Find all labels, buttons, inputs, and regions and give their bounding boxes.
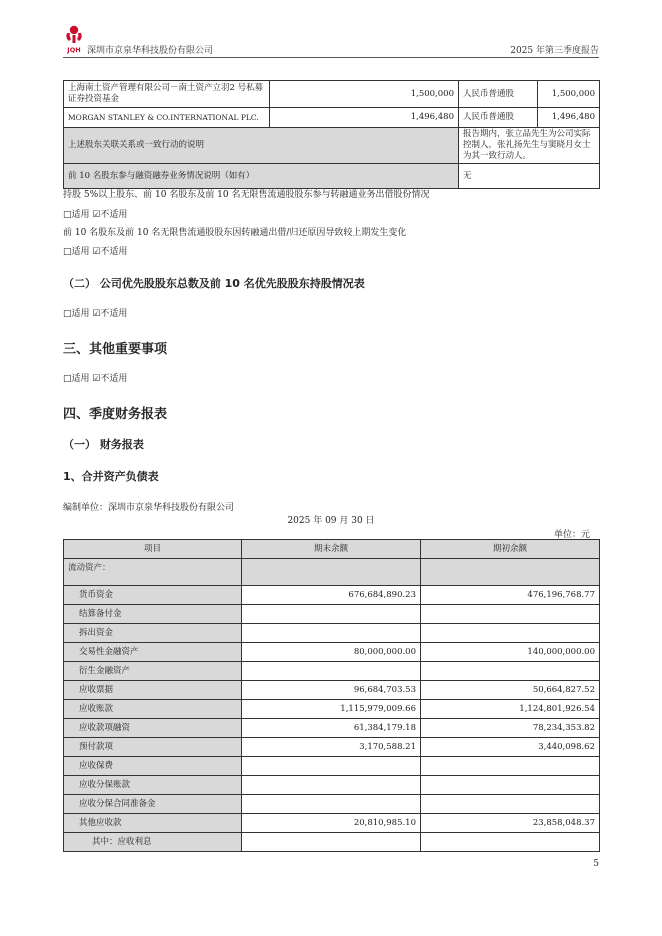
page-header bbox=[63, 24, 599, 58]
row-begin-balance: 3,440,098.62 bbox=[421, 738, 600, 757]
holder-name: MORGAN STANLEY & CO.INTERNATIONAL PLC. bbox=[64, 108, 270, 128]
row-begin-balance bbox=[421, 624, 600, 643]
row-begin-balance: 476,196,768.77 bbox=[421, 586, 600, 605]
row-item: 应收票据 bbox=[64, 681, 242, 700]
report-title: 2025 年第三季度报告 bbox=[510, 46, 599, 56]
table-row bbox=[64, 776, 600, 795]
row-item: 衍生金融资产 bbox=[64, 662, 242, 681]
lending-note: 持股 5%以上股东、前 10 名股东及前 10 名无限售流通股股东参与转融通业务出借股份情况 bbox=[63, 190, 430, 200]
row-end-balance: 61,384,179.18 bbox=[242, 719, 421, 738]
row-item: 交易性金融资产 bbox=[64, 643, 242, 662]
other-section-title: 三、其他重要事项 bbox=[63, 342, 168, 357]
statement-date: 2025 年 09 月 30 日 bbox=[287, 516, 375, 526]
row-end-balance: 20,810,985.10 bbox=[242, 814, 421, 833]
share-type: 人民币普通股 bbox=[459, 81, 538, 108]
row-item: 其他应收款 bbox=[64, 814, 242, 833]
share-count: 1,500,000 bbox=[538, 81, 600, 108]
row-item: 应收账款 bbox=[64, 700, 242, 719]
header-end: 期末余额 bbox=[242, 540, 421, 559]
row-end-balance bbox=[242, 757, 421, 776]
row-begin-balance bbox=[421, 757, 600, 776]
margin-label: 前 10 名股东参与融资融券业务情况说明（如有） bbox=[64, 164, 459, 189]
table-row bbox=[64, 108, 600, 128]
lending-check: □适用 ☑不适用 bbox=[63, 210, 128, 220]
table-row bbox=[64, 738, 600, 757]
share-type: 人民币普通股 bbox=[459, 108, 538, 128]
holder-name: 上海南土资产管理有限公司－南土资产立羽2 号私募证券投资基金 bbox=[64, 81, 270, 108]
row-item: 预付款项 bbox=[64, 738, 242, 757]
logo-text: JQH bbox=[67, 46, 81, 54]
balance-sheet-title: 1、合并资产负债表 bbox=[63, 470, 159, 483]
table-row bbox=[64, 164, 600, 189]
row-end-balance: 80,000,000.00 bbox=[242, 643, 421, 662]
preferred-section-title: （二） 公司优先股股东总数及前 10 名优先股股东持股情况表 bbox=[63, 277, 365, 290]
row-end-balance bbox=[242, 662, 421, 681]
row-begin-balance: 23,858,048.37 bbox=[421, 814, 600, 833]
table-row bbox=[64, 662, 600, 681]
row-item: 应收分保账款 bbox=[64, 776, 242, 795]
table-row bbox=[64, 795, 600, 814]
row-end-balance bbox=[242, 795, 421, 814]
row-begin-balance bbox=[421, 833, 600, 852]
table-row bbox=[64, 833, 600, 852]
financial-section-title: 四、季度财务报表 bbox=[63, 407, 168, 422]
row-begin-balance: 140,000,000.00 bbox=[421, 643, 600, 662]
row-item: 其中：应收利息 bbox=[64, 833, 242, 852]
change-check: □适用 ☑不适用 bbox=[63, 247, 128, 257]
row-begin-balance bbox=[421, 662, 600, 681]
row-begin-balance: 1,124,801,926.54 bbox=[421, 700, 600, 719]
table-row bbox=[64, 81, 600, 108]
holder-shares: 1,496,480 bbox=[270, 108, 459, 128]
table-row bbox=[64, 681, 600, 700]
header-item: 项目 bbox=[64, 540, 242, 559]
row-end-balance bbox=[242, 605, 421, 624]
row-end-balance bbox=[242, 559, 421, 586]
share-count: 1,496,480 bbox=[538, 108, 600, 128]
change-note: 前 10 名股东及前 10 名无限售流通股股东因转融通出借/归还原因导致较上期发生变化 bbox=[63, 228, 407, 238]
balance-sheet-table bbox=[63, 539, 600, 852]
row-item: 货币资金 bbox=[64, 586, 242, 605]
row-end-balance bbox=[242, 833, 421, 852]
row-end-balance bbox=[242, 776, 421, 795]
row-item: 应收保费 bbox=[64, 757, 242, 776]
table-row bbox=[64, 757, 600, 776]
row-begin-balance: 78,234,353.82 bbox=[421, 719, 600, 738]
margin-value: 无 bbox=[459, 164, 600, 189]
table-row bbox=[64, 128, 600, 164]
holder-shares: 1,500,000 bbox=[270, 81, 459, 108]
relation-label: 上述股东关联关系或一致行动的说明 bbox=[64, 128, 459, 164]
row-end-balance: 3,170,588.21 bbox=[242, 738, 421, 757]
company-logo bbox=[63, 24, 85, 54]
row-end-balance: 96,684,703.53 bbox=[242, 681, 421, 700]
row-item: 结算备付金 bbox=[64, 605, 242, 624]
row-begin-balance: 50,664,827.52 bbox=[421, 681, 600, 700]
top-holders-table bbox=[63, 80, 600, 189]
row-item: 流动资产： bbox=[64, 559, 242, 586]
row-end-balance: 676,684,890.23 bbox=[242, 586, 421, 605]
page-number: 5 bbox=[593, 859, 599, 869]
row-begin-balance bbox=[421, 795, 600, 814]
compiler: 编制单位：深圳市京泉华科技股份有限公司 bbox=[63, 503, 235, 513]
row-begin-balance bbox=[421, 776, 600, 795]
table-row bbox=[64, 814, 600, 833]
table-row bbox=[64, 700, 600, 719]
row-item: 应收款项融资 bbox=[64, 719, 242, 738]
table-row bbox=[64, 586, 600, 605]
table-row bbox=[64, 624, 600, 643]
table-row bbox=[64, 559, 600, 586]
row-begin-balance bbox=[421, 605, 600, 624]
row-end-balance bbox=[242, 624, 421, 643]
row-item: 应收分保合同准备金 bbox=[64, 795, 242, 814]
row-begin-balance bbox=[421, 559, 600, 586]
company-name: 深圳市京泉华科技股份有限公司 bbox=[87, 46, 214, 56]
relation-value: 报告期内，张立品先生为公司实际控制人，张礼扬先生与窦晓月女士为其一致行动人。 bbox=[459, 128, 600, 164]
other-check: □适用 ☑不适用 bbox=[63, 374, 128, 384]
financial-subtitle: （一） 财务报表 bbox=[63, 438, 144, 451]
header-begin: 期初余额 bbox=[421, 540, 600, 559]
table-row bbox=[64, 605, 600, 624]
preferred-check: □适用 ☑不适用 bbox=[63, 309, 128, 319]
table-header-row bbox=[64, 540, 600, 559]
row-end-balance: 1,115,979,009.66 bbox=[242, 700, 421, 719]
table-row bbox=[64, 643, 600, 662]
row-item: 拆出资金 bbox=[64, 624, 242, 643]
unit-label: 单位：元 bbox=[553, 530, 590, 540]
table-row bbox=[64, 719, 600, 738]
